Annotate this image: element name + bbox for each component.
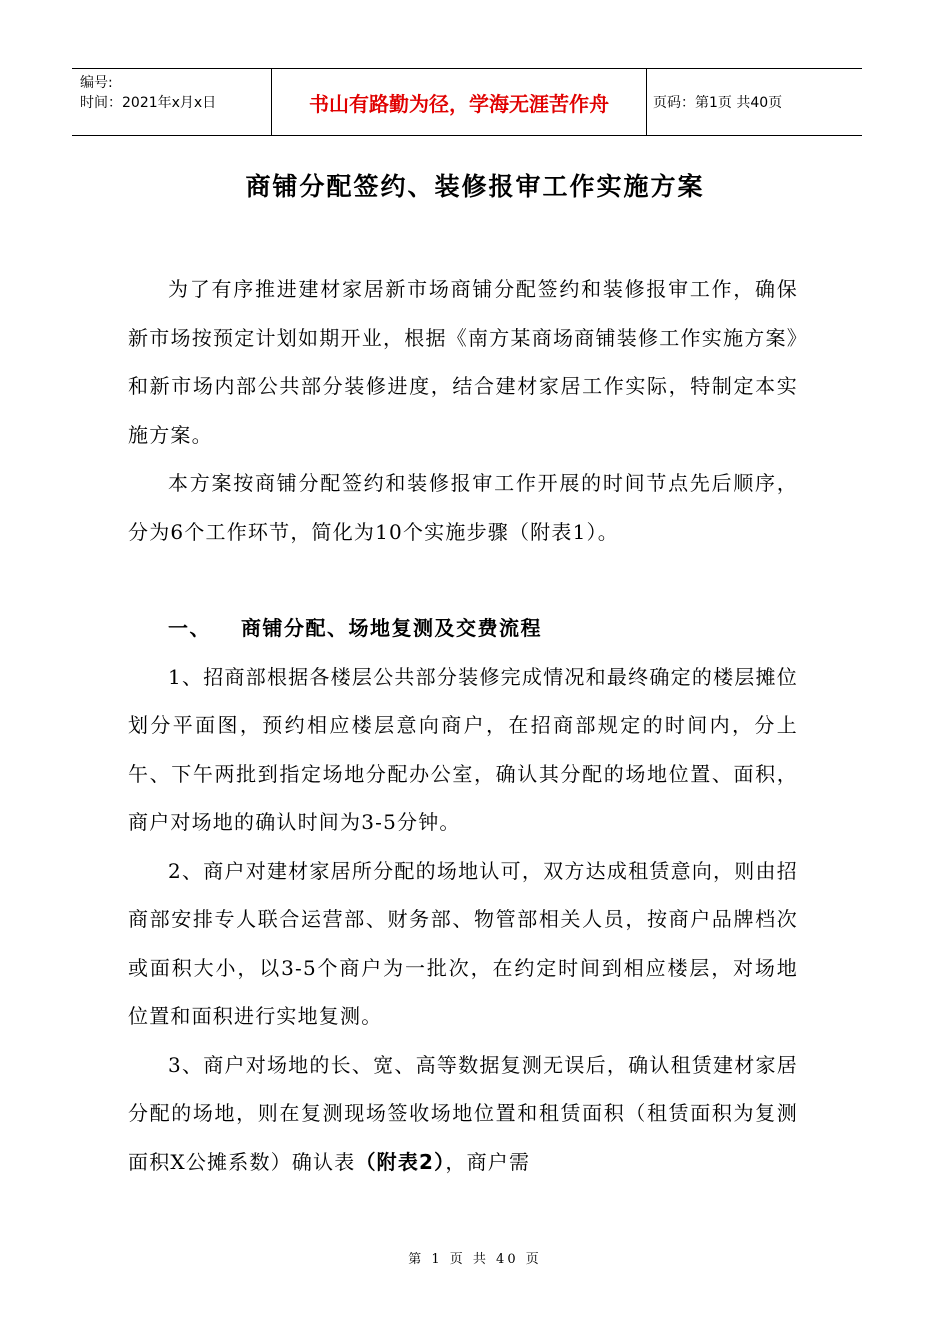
list-item-text: 3、商户对场地的长、宽、高等数据复测无误后，确认租赁建材家居分配的场地，则在复测现场签收场地位置和租赁面积（租赁面积为复测面积X公摊系数）确认表 xyxy=(128,1052,798,1174)
header-meta xyxy=(72,69,272,135)
document-body xyxy=(128,265,798,1186)
list-item-text: ，商户需 xyxy=(445,1149,531,1174)
structure-paragraph: 本方案按商铺分配签约和装修报审工作开展的时间节点先后顺序，分为6个工作环节，简化为10个实施步骤（附表1）。 xyxy=(128,471,798,544)
number-label: 编号: xyxy=(80,75,113,91)
header-page-info: 页码：第1页 共40页 xyxy=(653,95,783,111)
list-item xyxy=(128,1041,798,1187)
section-heading xyxy=(128,604,798,653)
intro-paragraph: 为了有序推进建材家居新市场商铺分配签约和装修报审工作，确保新市场按预定计划如期开业，根据《南方某商场商铺装修工作实施方案》和新市场内部公共部分装修进度，结合建材家居工作实际，特制定本实施方案。 xyxy=(128,277,798,447)
section-title: 商铺分配、场地复测及交费流程 xyxy=(241,616,542,640)
time-label: 时间：2021年x月x日 xyxy=(80,95,217,111)
page-footer: 第 1 页 共 40 页 xyxy=(408,1252,542,1267)
list-item: 2、商户对建材家居所分配的场地认可，双方达成租赁意向，则由招商部安排专人联合运营部、财务部、物管部相关人员，按商户品牌档次或面积大小，以3-5个商户为一批次，在约定时间到相应楼层，对场地位置和面积进行实地复测。 xyxy=(128,858,798,1028)
header-motto: 书山有路勤为径，学海无涯苦作舟 xyxy=(272,69,647,135)
appendix-reference: （附表2） xyxy=(355,1149,446,1174)
section-number: 一、 xyxy=(168,616,211,640)
document-title: 商铺分配签约、装修报审工作实施方案 xyxy=(245,172,705,201)
page-header xyxy=(72,68,862,136)
list-item: 1、招商部根据各楼层公共部分装修完成情况和最终确定的楼层摊位划分平面图，预约相应楼层意向商户，在招商部规定的时间内，分上午、下午两批到指定场地分配办公室，确认其分配的场地位置、面积，商户对场地的确认时间为3-5分钟。 xyxy=(128,664,798,834)
